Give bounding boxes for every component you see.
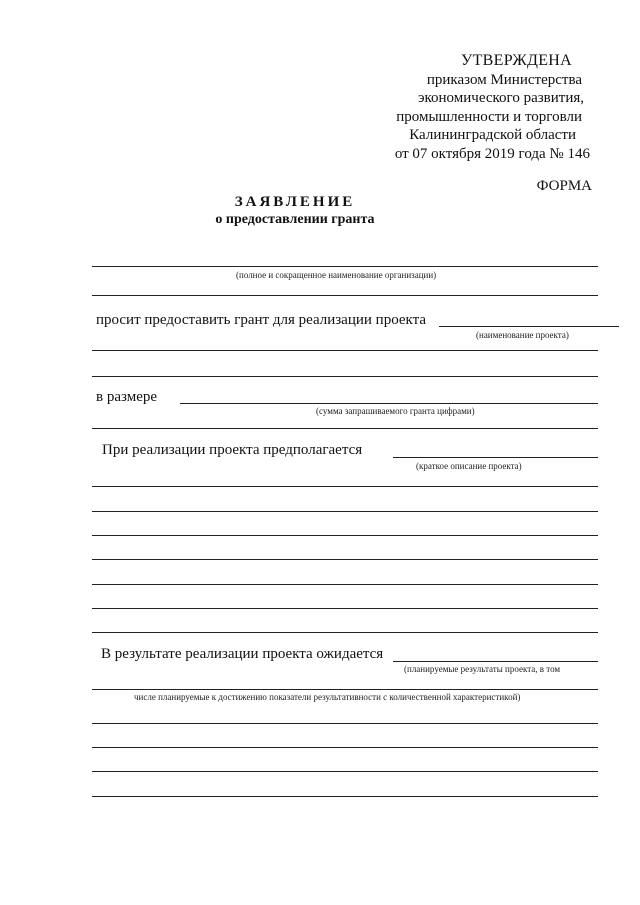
- approval-block: [330, 52, 590, 163]
- result-line-2[interactable]: [92, 689, 598, 690]
- approval-line: экономического развития,: [418, 90, 584, 106]
- plan-line-6[interactable]: [92, 584, 598, 585]
- plan-text: При реализации проекта предполагается: [102, 442, 363, 458]
- form-label: ФОРМА: [536, 178, 592, 194]
- plan-line-3[interactable]: [92, 511, 598, 512]
- org-name-line[interactable]: [92, 266, 598, 267]
- document-subtitle: о предоставлении гранта: [215, 212, 375, 227]
- plan-line-2[interactable]: [92, 486, 598, 487]
- amount-line[interactable]: [180, 403, 598, 404]
- approval-line: приказом Министерства: [426, 71, 582, 88]
- plan-line-5[interactable]: [92, 559, 598, 560]
- result-line-6[interactable]: [92, 796, 598, 797]
- approval-line: УТВЕРЖДЕНА: [460, 52, 572, 69]
- result-text: В результате реализации проекта ожидается: [101, 646, 384, 662]
- org-name-line-2[interactable]: [92, 295, 598, 296]
- plan-line-7[interactable]: [92, 608, 598, 609]
- plan-line-4[interactable]: [92, 535, 598, 536]
- result-line-5[interactable]: [92, 771, 598, 772]
- request-text: просит предоставить грант для реализации проекта: [96, 312, 427, 328]
- amount-caption: (сумма запрашиваемого гранта цифрами): [316, 406, 475, 416]
- result-line-3[interactable]: [92, 723, 598, 724]
- amount-line-2[interactable]: [92, 428, 598, 429]
- document-title: ЗАЯВЛЕНИЕ: [234, 194, 356, 210]
- plan-line[interactable]: [393, 457, 598, 458]
- result-line[interactable]: [393, 661, 598, 662]
- project-name-caption: (наименование проекта): [476, 330, 569, 340]
- approval-line: промышленности и торговли: [396, 108, 582, 125]
- plan-caption: (краткое описание проекта): [416, 461, 522, 471]
- org-name-caption: (полное и сокращенное наименование организации): [236, 270, 437, 280]
- approval-line: от 07 октября 2019 года № 146: [394, 145, 590, 162]
- project-name-line-2[interactable]: [92, 350, 598, 351]
- plan-line-8[interactable]: [92, 632, 598, 633]
- result-line-4[interactable]: [92, 747, 598, 748]
- result-caption-2: числе планируемые к достижению показатели результативности с количественной характеристикой): [134, 692, 521, 702]
- project-name-line-3[interactable]: [92, 376, 598, 377]
- amount-text: в размере: [96, 389, 158, 405]
- approval-line: Калининградской области: [409, 127, 576, 143]
- project-name-line[interactable]: [439, 326, 619, 327]
- result-caption-1: (планируемые результаты проекта, в том: [404, 664, 561, 674]
